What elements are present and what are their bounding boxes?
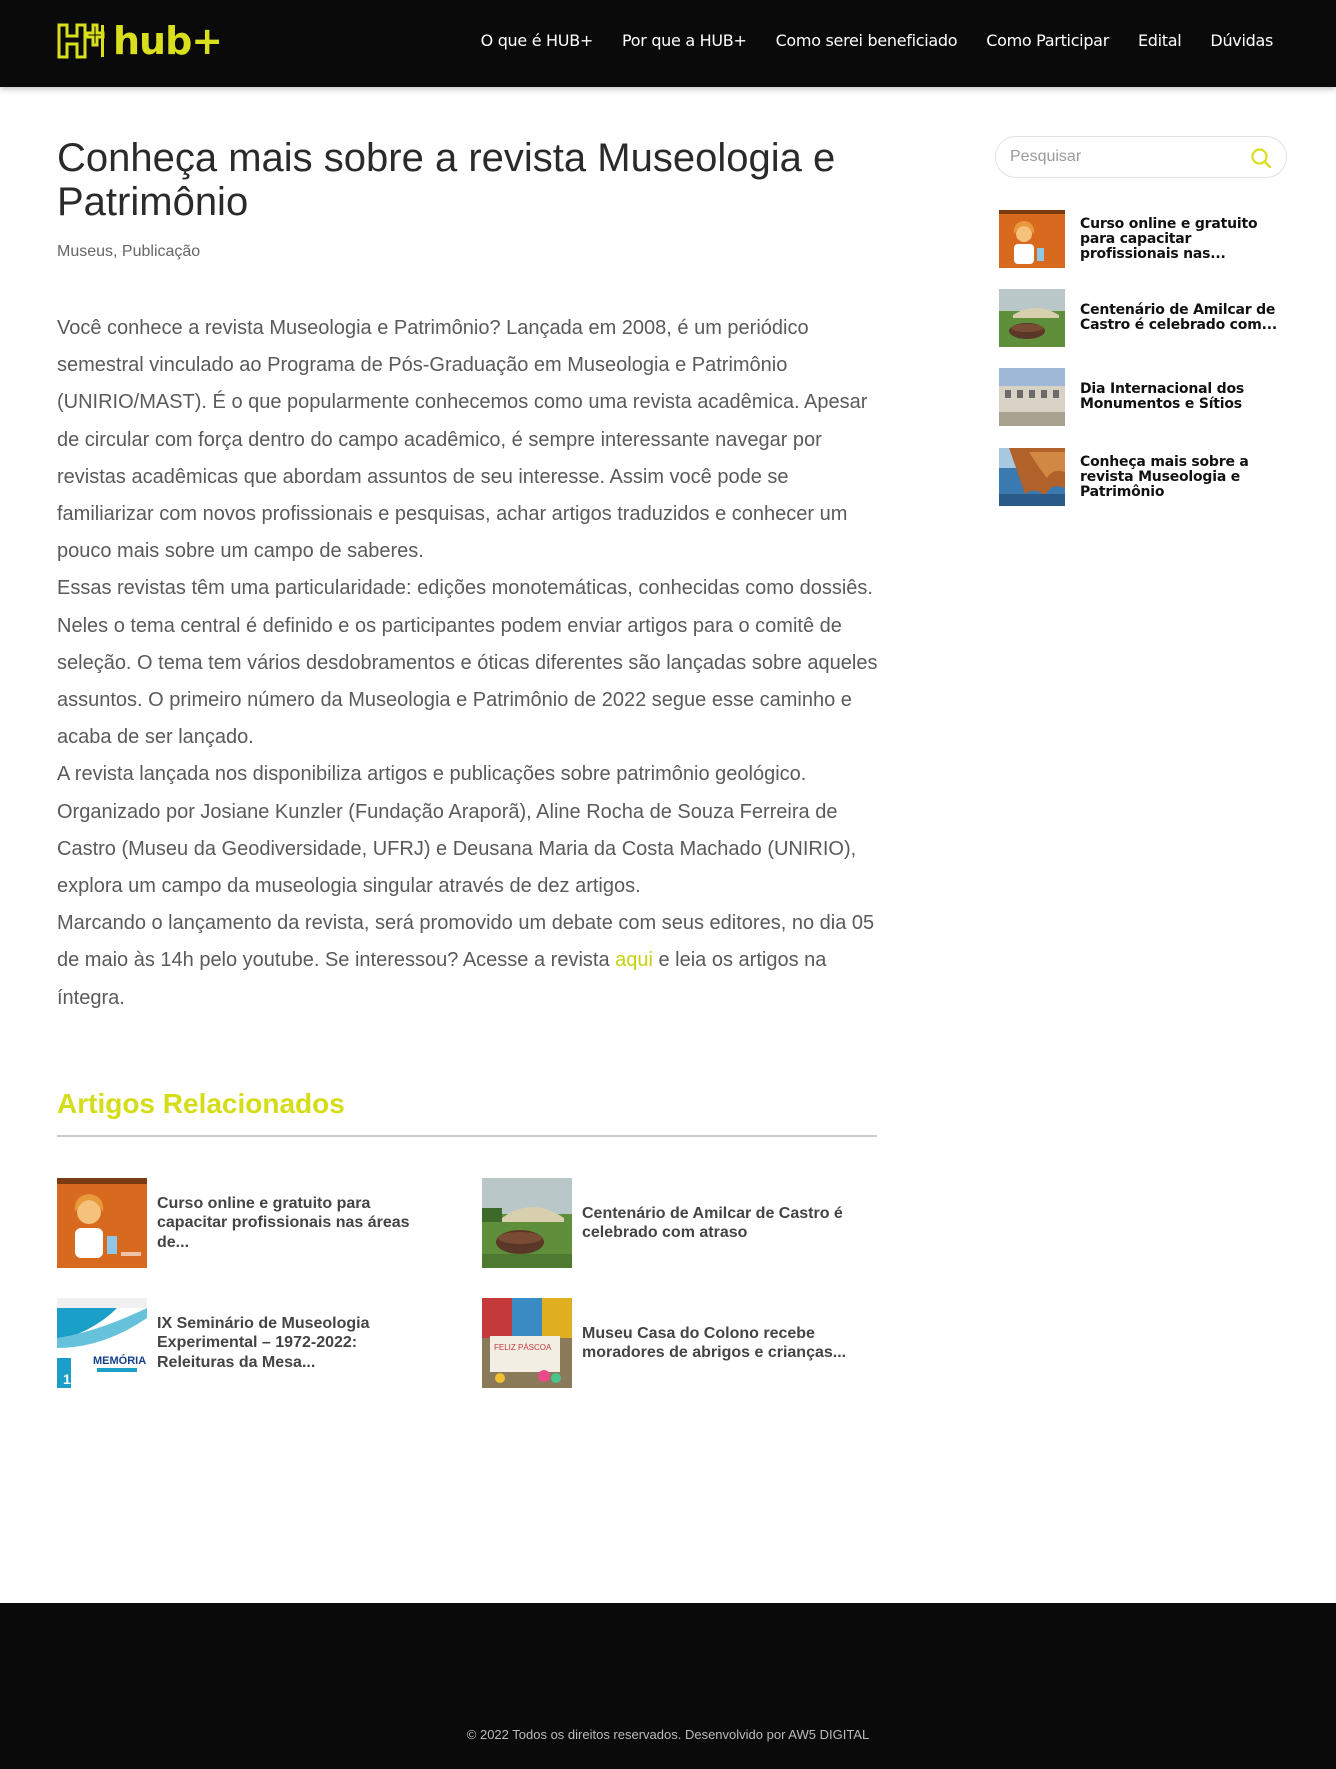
related-item-curso[interactable] bbox=[57, 1178, 437, 1268]
search-icon[interactable] bbox=[1250, 147, 1272, 169]
sidebar-post-monumentos[interactable] bbox=[999, 368, 1290, 426]
related-thumb-amilcar bbox=[482, 1178, 572, 1268]
hub-logo-icon bbox=[57, 23, 105, 59]
site-footer bbox=[0, 1603, 1336, 1769]
related-item-amilcar[interactable] bbox=[482, 1178, 862, 1268]
logo-text: hub+ bbox=[113, 19, 223, 63]
nav-como-serei-beneficiado[interactable]: Como serei beneficiado bbox=[775, 30, 958, 50]
nav-por-que-a-hub[interactable]: Por que a HUB+ bbox=[621, 30, 747, 50]
sidebar-post-title: Dia Internacional dos Monumentos e Sítios bbox=[1080, 381, 1244, 412]
colono-thumb-text: FELIZ PÁSCOA bbox=[494, 1343, 552, 1352]
seminario-thumb-memoria: MEMÓRIA bbox=[93, 1355, 147, 1367]
article-paragraph: Você conhece a revista Museologia e Patrimônio? Lançada em 2008, é um periódico semestral vinculado ao Programa de Pós-Graduação em Museologia e Patrimônio (UNIRIO/MAST). É o que popularmente conhecemos como uma revista acadêmica. Apesar de circular com força dentro do campo acadêmico, é sempre interessante navegar por revistas acadêmicas que abordam assuntos de seu interesse. Assim você pode se familiarizar com novos profissionais e pesquisas, achar artigos traduzidos e conhecer um pouco mais sobre um campo de saberes. bbox=[57, 317, 868, 563]
nav-edital[interactable]: Edital bbox=[1137, 30, 1182, 50]
sidebar-post-museologia[interactable] bbox=[999, 448, 1290, 506]
sidebar-thumb-monumentos bbox=[999, 368, 1065, 426]
article-categories bbox=[57, 243, 200, 261]
paragraph-text: e leia os artigos na íntegra. bbox=[57, 949, 827, 1009]
article-paragraph: A revista lançada nos disponibiliza artigos e publicações sobre patrimônio geológico. Organizado por Josiane Kunzler (Fundação Araporã), Aline Rocha de Souza Ferreira de Castro (Museu da Geodiversidade, UFRJ) e Deusana Maria da Costa Machado (UNIRIO), explora um campo da museologia singular através de dez artigos. bbox=[57, 763, 857, 898]
sidebar-thumb-amilcar bbox=[999, 289, 1065, 347]
related-item-seminario[interactable] bbox=[57, 1298, 437, 1388]
search-input[interactable] bbox=[1010, 145, 1240, 169]
nav-duvidas[interactable]: Dúvidas bbox=[1210, 30, 1273, 50]
paragraph-text: Marcando o lançamento da revista, será promovido um debate com seus editores, no dia 05 de maio às 14h pelo youtube. Se interessou? Acesse a revista bbox=[57, 912, 875, 972]
article-content bbox=[57, 310, 887, 1017]
related-item-title: IX Seminário de Museologia Experimental – 1972-2022: Releituras da Mesa... bbox=[157, 1314, 370, 1371]
related-item-title: Curso online e gratuito para capacitar profissionais nas áreas de... bbox=[157, 1194, 410, 1251]
footer-copyright: © 2022 Todos os direitos reservados. Desenvolvido por AW5 DIGITAL bbox=[466, 1727, 870, 1742]
related-divider bbox=[57, 1135, 877, 1137]
sidebar-thumb-curso bbox=[999, 210, 1065, 268]
article-title: Conheça mais sobre a revista Museologia e Patrimônio bbox=[57, 136, 836, 224]
category-separator: , bbox=[113, 243, 122, 260]
article-paragraph-last bbox=[57, 905, 887, 1017]
related-item-title: Museu Casa do Colono recebe moradores de abrigos e crianças... bbox=[582, 1324, 847, 1361]
site-header bbox=[0, 0, 1336, 87]
related-thumb-curso bbox=[57, 1178, 147, 1268]
nav-o-que-e-hub[interactable]: O que é HUB+ bbox=[480, 30, 593, 50]
sidebar-post-title: Conheça mais sobre a revista Museologia e Patrimônio bbox=[1080, 453, 1249, 500]
seminario-thumb-number: 1 bbox=[63, 1371, 71, 1387]
related-item-colono[interactable] bbox=[482, 1298, 862, 1388]
category-publicacao[interactable]: Publicação bbox=[121, 243, 201, 260]
sidebar-post-amilcar[interactable] bbox=[999, 289, 1290, 347]
sidebar-post-title: Curso online e gratuito para capacitar profissionais nas... bbox=[1080, 215, 1258, 262]
sidebar-post-title: Centenário de Amilcar de Castro é celebrado com... bbox=[1080, 302, 1277, 333]
main-nav bbox=[481, 0, 1273, 80]
related-thumb-seminario bbox=[57, 1298, 147, 1388]
article-paragraph: Essas revistas têm uma particularidade: edições monotemáticas, conhecidas como dossiês. Neles o tema central é definido e os participantes podem enviar artigos para o comitê de seleção. O tema tem vários desdobramentos e óticas diferentes são lançadas sobre aqueles assuntos. O primeiro número da Museologia e Patrimônio de 2022 segue esse caminho e acaba de ser lançado. bbox=[57, 577, 878, 749]
related-item-title: Centenário de Amilcar de Castro é celebrado com atraso bbox=[582, 1204, 843, 1241]
related-articles-heading: Artigos Relacionados bbox=[57, 1088, 345, 1119]
sidebar-thumb-museologia bbox=[999, 448, 1065, 506]
site-logo[interactable] bbox=[57, 19, 223, 63]
search-box bbox=[995, 136, 1287, 178]
category-museus[interactable]: Museus bbox=[57, 243, 114, 260]
revista-link[interactable]: aqui bbox=[615, 949, 653, 972]
nav-como-participar[interactable]: Como Participar bbox=[986, 30, 1109, 50]
sidebar-post-curso[interactable] bbox=[999, 210, 1290, 268]
related-thumb-colono bbox=[482, 1298, 572, 1388]
